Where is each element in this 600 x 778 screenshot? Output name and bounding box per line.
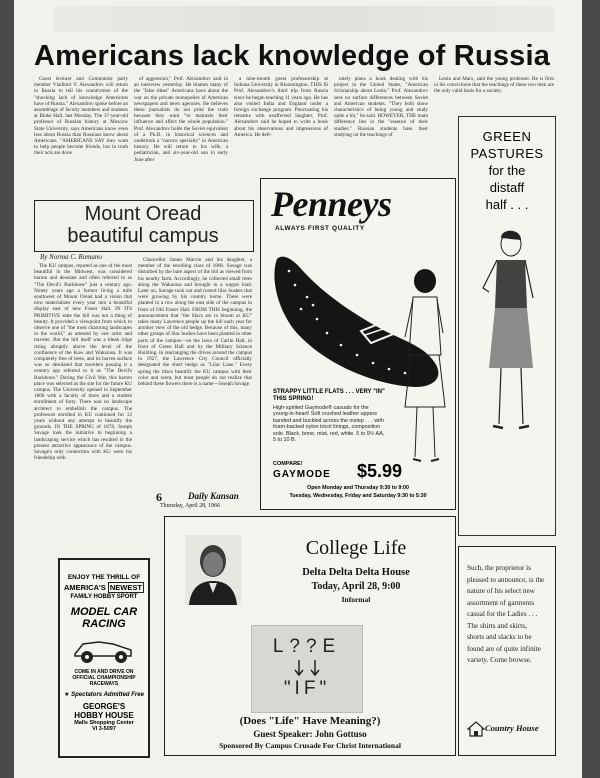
oread-title-1: Mount Oread [84,203,202,225]
paper-date: Thursday, April 28, 1966 [160,503,221,509]
fashion-figure-illustration [467,228,547,448]
hobby-line-9: ★ Spectators Admitted Free [64,692,144,698]
hobby-line-2: AMERICA'S NEWEST [64,583,142,592]
green-line-1: GREEN [482,129,532,144]
penneys-hours-1: Open Monday and Thursday 9:30 to 9:00 [307,485,409,491]
hobby-line-3: FAMILY HOBBY SPORT [70,594,138,600]
rebus-card [251,625,363,713]
russia-col-5: Lenin and Marx, said the young professor. He is firm in his convictions that the teachings of these two men are the only valid basis for a society. [434,76,554,95]
hobby-line-11: HOBBY HOUSE [74,711,134,720]
russia-col-2: of aggression," Prof. Alexandrov said in an interview yesterday. He blames many of the "false ideas" Americans have about the war on the private monopolies of American newspapers and news agencies. He believes these journalists do not print the truth because they want "to maintain their influence and affect the whole population." Prof. Alexandrov holds the Soviet equivalent of a Ph.D. in historical sciences and undertook a "narrow specialty" in American history. He will return to his wife, a pediatrician, and six-year-old son in early June after [134,76,228,163]
penneys-logo: Penneys [271,184,392,224]
paper-name: Daily Kansan [188,491,239,501]
rebus-arrows-icon [252,658,362,678]
college-speaker: Guest Speaker: John Gottuso [253,729,367,739]
college-sponsor: Sponsored By Campus Crusade For Christ International [219,741,401,750]
penneys-compare: COMPARE! [273,461,303,467]
oread-col-2: Chancellor James Marvin and his daughter, a member of the enrolling class of 1866. Savage was disturbed by the bare aspect of the hill as viewed from his nearby farm. Accordingly, he collected small trees along the Wakarusa and brought in a wagon load. Later on, Savage took out and rooted lilac bushes that were growing by his country home. These were planted in a row along the east side of the campus in front of Old Fraser Hall. FROM THIS beginning, the announcement that "the lilacs are in bloom at KU" takes many Lawrence people up the hill each year for another view of the old hedge. Because of this, many other groups of lilac bushes have been planted in other parts of the campus—on the lawn of Carlin Hall, in front of Green Hall and by the Military Science Building. In rearranging the drives around the campus in 1927, the Lawrence City Council officially designated the short hedge as "Lilac Lane." Every spring the lilacs beautify the KU campus with their color and scent, but most people do not realize that behind these flowers there is a name—Joseph Savage. [138,257,252,388]
penneys-headline: STRAPPY LITTLE FLATS . . . VERY "IN" THIS SPRING! [273,389,385,402]
penneys-tagline: ALWAYS FIRST QUALITY [275,225,365,232]
gaymode-brand: GAYMODE [273,469,331,480]
college-house: Delta Delta Delta House [302,567,410,578]
country-house-logo-icon [467,721,485,737]
green-line-3: for the [488,163,526,178]
rebus-top: L??E [272,636,342,657]
penneys-ad [260,178,456,510]
russia-col-3: a nine-month guest professorship at Indiana University in Bloomington. THIS IS Prof. Alexandrov's third trip from Russia since he began teaching 11 years ago. He has also visited India and England under a foreign exchange program. Punctuating his remarks with unaffected laughter, Prof. Alexandrov said he hoped to write a book about his observations and impressions of America. He defi- [234,76,328,138]
college-life-ad [164,516,456,756]
college-question: (Does "Life" Have Meaning?) [239,715,381,727]
hobby-line-7: OFFICIAL CHAMPIONSHIP [72,675,136,681]
hobby-line-13: VI 3-5097 [92,726,116,732]
penneys-price: $5.99 [357,461,403,481]
green-line-2: PASTURES [470,146,544,161]
race-car-icon [69,632,139,666]
headline: Americans lack knowledge of Russia [34,40,551,72]
college-date: Today, April 28, 9:00 [311,581,401,592]
hobby-line-6: COME IN AND DRIVE ON [74,669,134,675]
rebus-bottom: "IF" [283,678,331,699]
hobby-line-1: ENJOY THE THRILL OF [67,574,141,581]
hobby-line-4: MODEL CAR [70,606,138,618]
green-line-5: half . . . [485,197,529,212]
oread-col-1: The KU campus, reputed as one of the most beautiful in the Midwest, was considered barren and desolate and often referred to as "The Devil's Backbone" just a century ago. Ninety years ago a farmer living a mile southwest of Mount Oread had a vision that now materializes every year into a beautiful display east of new Fraser Hall. IN ITS PRIMITIVE state the hill was not a thing of beauty. It provided a viewpoint from which to observe one of "the most charming landscapes in the world," as attested by one artist and traveler. But the hill itself was a bleak ridge rising abruptly above the level of the confluence of the Kaw and Wakarusa. It was completely free of trees, and its barren surface was so desolated that travelers passing it a century ago referred to it as "The Devil's Backbone." During the Civil War, this barren place was selected as the site for the future KU campus. The University opened in September 1866 with a faculty of three and a student enrollment of forty. There was no landscape architect to embellish the campus. The professors enrolled in KU continued for 12 years without any attempt to beautify the grounds. IN THE SPRING of 1878, Joseph Savage took the initiative in beginning a landscaping service which has resulted in the present attractive appearance of the campus. Savage's only connection with KU were his friendship with [34,263,132,462]
country-logo: Country House [485,723,539,733]
russia-col-4: nitely plans a book dealing with his project in the United States, "American Scholarship about Lenin." Prof. Alexandrov sees no surface differences between Soviet and American students. "They both show characteristics of being young and study quite a bit," he said. HOWEVER, THE main difference lies in the "essence of their studies." Russian students base their studying on the teachings of [334,76,428,138]
hobby-line-10: GEORGE'S [82,702,126,711]
speaker-photo [185,535,241,605]
green-pastures-ad [458,116,556,536]
green-line-4: distaff [489,180,525,195]
page-number: 6 [156,490,162,504]
country-text: Such, the proprietor is pleased to announce, is the nature of his select new assortment of garments casual for the Ladies . . . The shirts and skirts, shorts and slacks to be found are of quite infinite variety. Come browse. [467,564,545,664]
woman-figure-illustration [395,267,455,477]
hobby-ad [58,558,150,758]
oread-title-2: beautiful campus [67,225,219,247]
newspaper-page [14,0,582,778]
russia-col-1: Guest lecturer and Communist party member Vladimir V. Alexandrov will return to Russia to tell his countrymen of the "shocking lack of knowledge Americans have of Russia." Alexandrov spoke before an assemblage of faculty members and students at Blake Hall, last Monday. The 37-year-old professor of Russian history at Moscow State University, says Americans know even less about Russia than Russians know about Americans. "AMERICANS SAY they want to help people become friends, but in truth their acts are done [34,76,128,157]
oread-byline: By Norma C. Romano [40,253,102,261]
show-through-header [54,6,554,32]
hobby-line-8: RACEWAYS [89,681,119,687]
country-house-ad [458,546,556,756]
hobby-line-5: RACING [82,618,126,630]
college-informal: Informal [341,595,371,604]
hobby-line-12: Malls Shopping Center [74,720,134,726]
penneys-body: High-spirited Gaymode® casuals for the young-in-heart! Soft crushed leather uppers banded and buckled across the instep . . . with foam-backed nylon tricot linings, composition sole. Black, bone, mist, red, white. 5 to 9½ AA, 5 to 10 B. [273,405,385,444]
college-title: College Life [305,537,407,559]
penneys-hours-2: Tuesday, Wednesday, Friday and Saturday 9:30 to 5:30 [289,493,427,499]
